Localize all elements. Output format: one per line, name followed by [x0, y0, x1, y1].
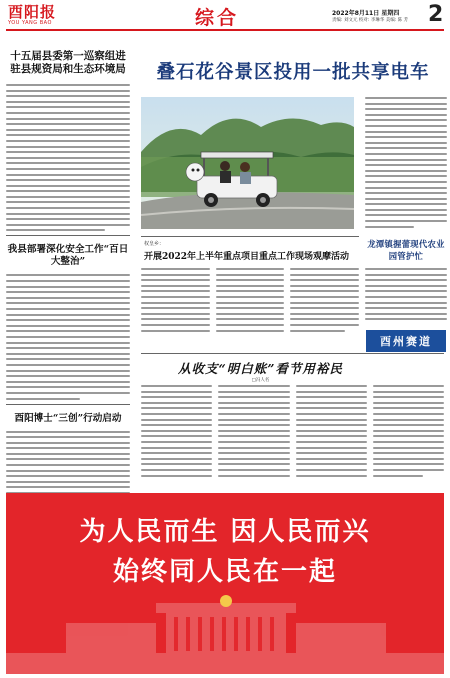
essay-body: [218, 385, 289, 480]
essay-author: □冯人名: [251, 378, 270, 383]
logo-chinese: 酉阳报: [8, 3, 57, 21]
masthead-rule: [6, 29, 444, 31]
essay-body: [141, 385, 212, 480]
left-column: [6, 36, 130, 542]
article-body: [6, 84, 130, 231]
banner-slogan-line1: 为人民而生 因人民而兴: [79, 517, 371, 547]
article-title: 开展2022年上半年重点项目重点工作现场观摩活动: [144, 252, 350, 262]
banner-slogan-line2: 始终同人民在一起: [112, 557, 337, 587]
issue-date: 2022年8月11日 星期四: [332, 10, 400, 17]
article-body: [290, 268, 359, 335]
article-body: [365, 268, 447, 320]
section-title: 综合: [195, 7, 240, 29]
article-title: 十五届县委第一巡察组进驻县规资局和生态环境局: [10, 50, 126, 75]
essay-body: [373, 385, 444, 480]
divider: [6, 404, 130, 405]
photo-story-body: [365, 97, 447, 231]
newspaper-logo: [8, 4, 68, 26]
article-body: [216, 268, 285, 335]
divider: [141, 353, 444, 354]
article-body: [6, 274, 130, 399]
divider: [141, 236, 359, 237]
essay-columns: [141, 385, 444, 480]
article-title: 我县部署深化安全工作“百日大整治”: [7, 244, 129, 268]
editor-credits: 责编: 刘文元 校对: 李琳华 美编: 陈 芳: [332, 18, 409, 23]
essay-title: 从收支“明白账”看节用裕民: [178, 361, 343, 376]
article-body: [141, 268, 210, 335]
essay-body: [296, 385, 367, 480]
article-kicker: 权皇乡：: [144, 241, 165, 247]
page-number: 2: [428, 2, 444, 27]
lead-headline: 叠石花谷景区投用一批共享电车: [156, 62, 430, 83]
article-columns: [141, 268, 359, 335]
article-title: 酉阳博士“三创”行动启动: [14, 412, 122, 424]
sports-logo: 酉州赛道: [366, 330, 446, 352]
propaganda-banner: [6, 493, 444, 674]
news-photo: [141, 97, 354, 229]
electric-cart-photo: [141, 97, 354, 229]
divider: [6, 235, 130, 236]
article-title: 龙潭镇握蕾现代农业园管护忙: [367, 239, 445, 261]
logo-english: YOU YANG BAO: [8, 20, 52, 26]
